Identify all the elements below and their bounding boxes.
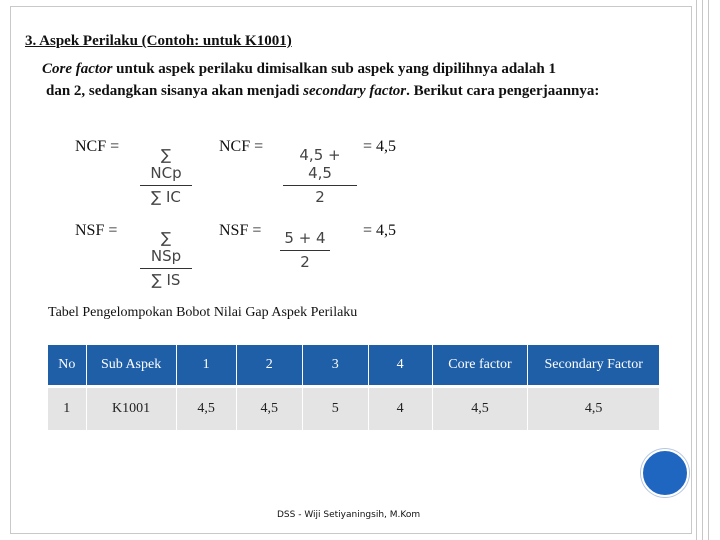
paragraph-line-1: [42, 58, 702, 80]
header-no: No: [48, 345, 86, 387]
section-heading: 3. Aspek Perilaku (Contoh: untuk K1001): [25, 33, 292, 49]
cell-core-factor: 4,5: [432, 387, 528, 432]
nsf-symbolic-fraction: [140, 229, 192, 289]
header-sub-aspek: Sub Aspek: [86, 345, 176, 387]
cell-sub-aspek: K1001: [86, 387, 176, 432]
secondary-factor-term: secondary factor: [303, 83, 407, 99]
nsf-symbolic-denominator: ∑ IS: [151, 271, 181, 289]
ncf-symbolic-numerator: ∑ NCp: [150, 146, 182, 182]
nsf-numeric-numerator: 5 + 4: [284, 229, 326, 247]
cell-4: 4: [368, 387, 432, 432]
paragraph-line-2-start: dan 2, sedangkan sisanya akan menjadi: [46, 83, 304, 99]
slide-footer: DSS - Wiji Setiyaningsih, M.Kom: [277, 510, 421, 520]
header-secondary-factor: Secondary Factor: [528, 345, 660, 387]
table-row: [48, 387, 660, 432]
table-caption: Tabel Pengelompokan Bobot Nilai Gap Aspek Perilaku: [48, 305, 358, 320]
decorative-circle: [641, 449, 689, 497]
ncf-symbolic-fraction: [140, 146, 192, 206]
intro-paragraph: [42, 58, 702, 102]
cell-secondary-factor: 4,5: [528, 387, 660, 432]
paragraph-line-2-end: . Berikut cara pengerjaannya:: [406, 83, 600, 99]
cell-3: 5: [302, 387, 368, 432]
header-2: 2: [236, 345, 302, 387]
ncf-label: NCF =: [75, 138, 120, 155]
ncf-result: = 4,5: [363, 138, 397, 155]
ncf-label-2: NCF =: [219, 138, 264, 155]
gap-weight-table: [48, 345, 660, 433]
nsf-result: = 4,5: [363, 222, 397, 239]
ncf-numeric-fraction: [283, 146, 357, 206]
ncf-numeric-numerator: 4,5 + 4,5: [299, 146, 341, 182]
header-4: 4: [368, 345, 432, 387]
ncf-symbolic-denominator: ∑ IC: [151, 188, 181, 206]
header-3: 3: [302, 345, 368, 387]
nsf-numeric-fraction: [280, 229, 330, 271]
nsf-symbolic-numerator: ∑ NSp: [150, 229, 182, 265]
paragraph-line-2: [42, 80, 702, 102]
header-core-factor: Core factor: [432, 345, 528, 387]
paragraph-line-1-text: untuk aspek perilaku dimisalkan sub aspek yang dipilihnya adalah 1: [112, 61, 556, 77]
nsf-label: NSF =: [75, 222, 118, 239]
cell-no: 1: [48, 387, 86, 432]
cell-2: 4,5: [236, 387, 302, 432]
nsf-numeric-denominator: 2: [300, 253, 310, 271]
header-1: 1: [176, 345, 236, 387]
ncf-numeric-denominator: 2: [315, 188, 325, 206]
core-factor-term: Core factor: [42, 61, 113, 77]
table-header-row: [48, 345, 660, 387]
nsf-label-2: NSF =: [219, 222, 262, 239]
cell-1: 4,5: [176, 387, 236, 432]
